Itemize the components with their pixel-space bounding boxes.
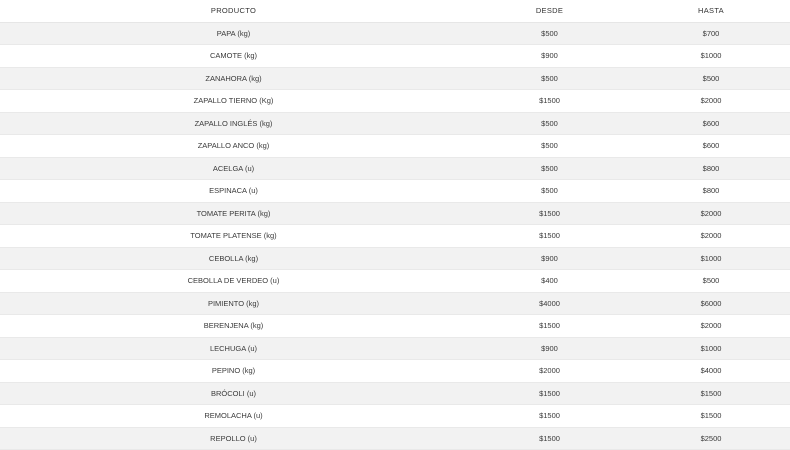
table-row <box>0 292 790 315</box>
cell-hasta: $6000 <box>632 292 790 315</box>
cell-producto: ZANAHORA (kg) <box>0 67 467 90</box>
cell-hasta: $4000 <box>632 360 790 383</box>
cell-producto: ZAPALLO TIERNO (Kg) <box>0 90 467 113</box>
cell-desde: $500 <box>467 67 632 90</box>
cell-producto: ZAPALLO ANCO (kg) <box>0 135 467 158</box>
table-row <box>0 315 790 338</box>
cell-hasta: $1000 <box>632 45 790 68</box>
cell-desde: $4000 <box>467 292 632 315</box>
table-row <box>0 22 790 45</box>
cell-desde: $2000 <box>467 360 632 383</box>
table-row <box>0 405 790 428</box>
table-row <box>0 135 790 158</box>
cell-producto: REPOLLO (u) <box>0 427 467 450</box>
cell-producto: PAPA (kg) <box>0 22 467 45</box>
cell-producto: BERENJENA (kg) <box>0 315 467 338</box>
header-desde: DESDE <box>467 0 632 22</box>
cell-desde: $1500 <box>467 382 632 405</box>
cell-hasta: $800 <box>632 180 790 203</box>
cell-producto: BRÓCOLI (u) <box>0 382 467 405</box>
cell-producto: LECHUGA (u) <box>0 337 467 360</box>
cell-desde: $1500 <box>467 90 632 113</box>
cell-producto: ESPINACA (u) <box>0 180 467 203</box>
table-header <box>0 0 790 22</box>
cell-hasta: $1500 <box>632 405 790 428</box>
table-row <box>0 270 790 293</box>
cell-hasta: $2000 <box>632 90 790 113</box>
cell-desde: $500 <box>467 22 632 45</box>
header-row <box>0 0 790 22</box>
cell-desde: $1500 <box>467 427 632 450</box>
cell-hasta: $800 <box>632 157 790 180</box>
cell-producto: CEBOLLA (kg) <box>0 247 467 270</box>
cell-desde: $1500 <box>467 315 632 338</box>
cell-hasta: $1000 <box>632 337 790 360</box>
table-row <box>0 360 790 383</box>
cell-hasta: $2000 <box>632 202 790 225</box>
table-row <box>0 157 790 180</box>
cell-producto: TOMATE PLATENSE (kg) <box>0 225 467 248</box>
table-row <box>0 337 790 360</box>
cell-producto: REMOLACHA (u) <box>0 405 467 428</box>
cell-desde: $500 <box>467 180 632 203</box>
cell-producto: TOMATE PERITA (kg) <box>0 202 467 225</box>
table-row <box>0 45 790 68</box>
table-row <box>0 180 790 203</box>
cell-desde: $900 <box>467 337 632 360</box>
table-row <box>0 112 790 135</box>
cell-desde: $900 <box>467 45 632 68</box>
cell-desde: $500 <box>467 157 632 180</box>
cell-hasta: $500 <box>632 270 790 293</box>
cell-desde: $1500 <box>467 405 632 428</box>
header-hasta: HASTA <box>632 0 790 22</box>
cell-desde: $1500 <box>467 225 632 248</box>
cell-producto: ZAPALLO INGLÉS (kg) <box>0 112 467 135</box>
cell-hasta: $2500 <box>632 427 790 450</box>
cell-hasta: $1500 <box>632 382 790 405</box>
cell-producto: ACELGA (u) <box>0 157 467 180</box>
table-row <box>0 202 790 225</box>
table-body <box>0 22 790 450</box>
cell-hasta: $1000 <box>632 247 790 270</box>
header-producto: PRODUCTO <box>0 0 467 22</box>
table-row <box>0 427 790 450</box>
table-row <box>0 90 790 113</box>
table-row <box>0 382 790 405</box>
cell-desde: $500 <box>467 135 632 158</box>
cell-hasta: $600 <box>632 112 790 135</box>
cell-hasta: $2000 <box>632 315 790 338</box>
cell-producto: CEBOLLA DE VERDEO (u) <box>0 270 467 293</box>
cell-producto: PIMIENTO (kg) <box>0 292 467 315</box>
cell-hasta: $700 <box>632 22 790 45</box>
cell-desde: $400 <box>467 270 632 293</box>
cell-desde: $1500 <box>467 202 632 225</box>
table-row <box>0 67 790 90</box>
cell-hasta: $2000 <box>632 225 790 248</box>
cell-producto: PEPINO (kg) <box>0 360 467 383</box>
cell-desde: $900 <box>467 247 632 270</box>
cell-producto: CAMOTE (kg) <box>0 45 467 68</box>
cell-hasta: $600 <box>632 135 790 158</box>
table-row <box>0 247 790 270</box>
cell-hasta: $500 <box>632 67 790 90</box>
table-row <box>0 225 790 248</box>
cell-desde: $500 <box>467 112 632 135</box>
